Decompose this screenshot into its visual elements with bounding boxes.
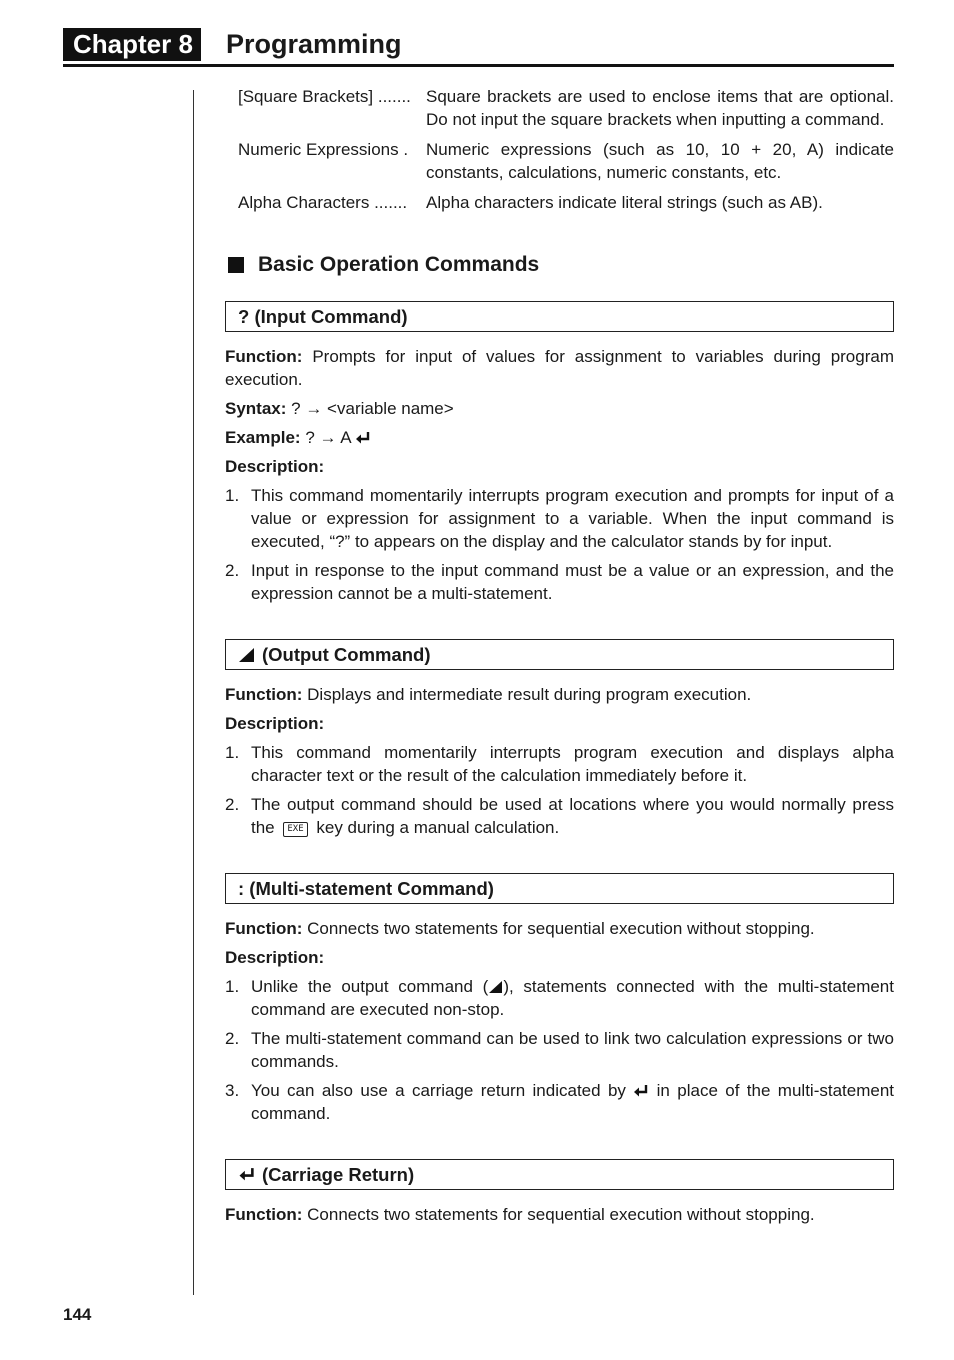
list-item bbox=[225, 484, 894, 553]
list-number: 1. bbox=[225, 486, 240, 505]
exe-key-icon: EXE bbox=[283, 822, 307, 837]
list-text: The multi-statement command can be used to link two calculation expressions or two commands. bbox=[251, 1029, 894, 1071]
description-label: Description: bbox=[225, 457, 325, 476]
description-label: Description: bbox=[225, 948, 325, 967]
list-text-before: The output command should be used at locations where you would normally press the bbox=[251, 795, 894, 837]
definition-row bbox=[238, 138, 894, 184]
output-command-title: (Output Command) bbox=[262, 644, 431, 665]
output-triangle-icon bbox=[238, 647, 256, 663]
list-text-before: Unlike the output command ( bbox=[251, 977, 489, 996]
carriage-return-icon bbox=[633, 1084, 649, 1098]
function-label: Function: bbox=[225, 685, 303, 704]
list-text-before: You can also use a carriage return indicated by bbox=[251, 1081, 626, 1100]
chapter-title: Programming bbox=[226, 29, 402, 59]
function-label: Function: bbox=[225, 919, 303, 938]
list-item bbox=[225, 1079, 894, 1125]
return-command-heading bbox=[225, 1159, 894, 1190]
example-label: Example: bbox=[225, 428, 301, 447]
list-text-after: ), statements connected with the multi-statement command are executed non-stop. bbox=[251, 977, 894, 1019]
definition-row bbox=[238, 85, 894, 131]
syntax-label: Syntax: bbox=[225, 399, 287, 418]
definition-row bbox=[238, 191, 894, 214]
definition-text: Alpha characters indicate literal strings (such as AB). bbox=[426, 193, 823, 212]
definition-text: Numeric expressions (such as 10, 10 + 20, A) indicate constants, calculations, numeric constants, etc. bbox=[426, 140, 894, 182]
return-command-title: (Carriage Return) bbox=[262, 1164, 415, 1185]
section-title: Basic Operation Commands bbox=[258, 253, 540, 276]
multi-command-title: : (Multi-statement Command) bbox=[238, 878, 494, 899]
list-number: 1. bbox=[225, 743, 240, 762]
output-command-heading bbox=[225, 639, 894, 670]
list-item bbox=[225, 559, 894, 605]
page-number: 144 bbox=[63, 1305, 92, 1324]
carriage-return-icon bbox=[355, 431, 371, 445]
list-text bbox=[251, 793, 894, 839]
list-item bbox=[225, 975, 894, 1021]
input-command-title: ? (Input Command) bbox=[238, 306, 408, 327]
input-description-list bbox=[225, 484, 894, 605]
input-command-heading bbox=[225, 301, 894, 332]
definition-term: Alpha Characters ....... bbox=[238, 193, 408, 212]
list-text-after: key during a manual calculation. bbox=[316, 818, 560, 837]
section-heading bbox=[225, 252, 894, 278]
list-text-after: in place of the multi-statement command. bbox=[251, 1081, 895, 1123]
list-item bbox=[225, 741, 894, 787]
list-number: 1. bbox=[225, 977, 240, 996]
definition-text: Square brackets are used to enclose items that are optional. Do not input the square brackets when inputting a command. bbox=[426, 87, 894, 129]
output-function bbox=[225, 683, 894, 706]
return-function-text: Connects two statements for sequential execution without stopping. bbox=[307, 1205, 815, 1224]
input-function bbox=[225, 345, 894, 391]
input-syntax-text: ? → <variable name> bbox=[291, 399, 454, 418]
page-content bbox=[225, 85, 894, 1226]
definition-term: Numeric Expressions . bbox=[238, 140, 409, 159]
multi-function-text: Connects two statements for sequential execution without stopping. bbox=[307, 919, 815, 938]
multi-description-list bbox=[225, 975, 894, 1125]
list-number: 3. bbox=[225, 1081, 240, 1100]
list-item bbox=[225, 1027, 894, 1073]
page-header bbox=[63, 28, 894, 67]
list-text bbox=[251, 975, 894, 1021]
output-function-text: Displays and intermediate result during program execution. bbox=[307, 685, 752, 704]
function-label: Function: bbox=[225, 347, 303, 366]
list-text: This command momentarily interrupts program execution and prompts for input of a value or expression for assignment to a variable. When the input command is executed, “?” to appears on the display and the calculator stands by for input. bbox=[251, 486, 894, 551]
list-item bbox=[225, 793, 894, 839]
carriage-return-icon bbox=[238, 1167, 256, 1182]
chapter-label: Chapter 8 bbox=[63, 28, 201, 61]
notation-definitions bbox=[238, 85, 894, 214]
input-syntax bbox=[225, 397, 894, 420]
square-bullet-icon bbox=[228, 257, 244, 273]
input-example-text: ? → A bbox=[305, 428, 351, 447]
function-label: Function: bbox=[225, 1205, 303, 1224]
list-number: 2. bbox=[225, 795, 240, 814]
list-text: This command momentarily interrupts program execution and displays alpha character text or the result of the calculation immediately before it. bbox=[251, 743, 894, 785]
definition-term: [Square Brackets] ....... bbox=[238, 87, 411, 106]
list-number: 2. bbox=[225, 1029, 240, 1048]
description-label: Description: bbox=[225, 714, 325, 733]
input-example bbox=[225, 426, 894, 449]
output-triangle-icon bbox=[488, 980, 503, 994]
input-function-text: Prompts for input of values for assignment to variables during program execution. bbox=[225, 347, 894, 389]
list-number: 2. bbox=[225, 561, 240, 580]
return-function bbox=[225, 1203, 894, 1226]
multi-function bbox=[225, 917, 894, 940]
list-text bbox=[251, 1079, 894, 1125]
list-text: Input in response to the input command must be a value or an expression, and the expression cannot be a multi-statement. bbox=[251, 561, 894, 603]
multi-command-heading bbox=[225, 873, 894, 904]
output-description-list bbox=[225, 741, 894, 839]
margin-rule bbox=[193, 90, 194, 1295]
